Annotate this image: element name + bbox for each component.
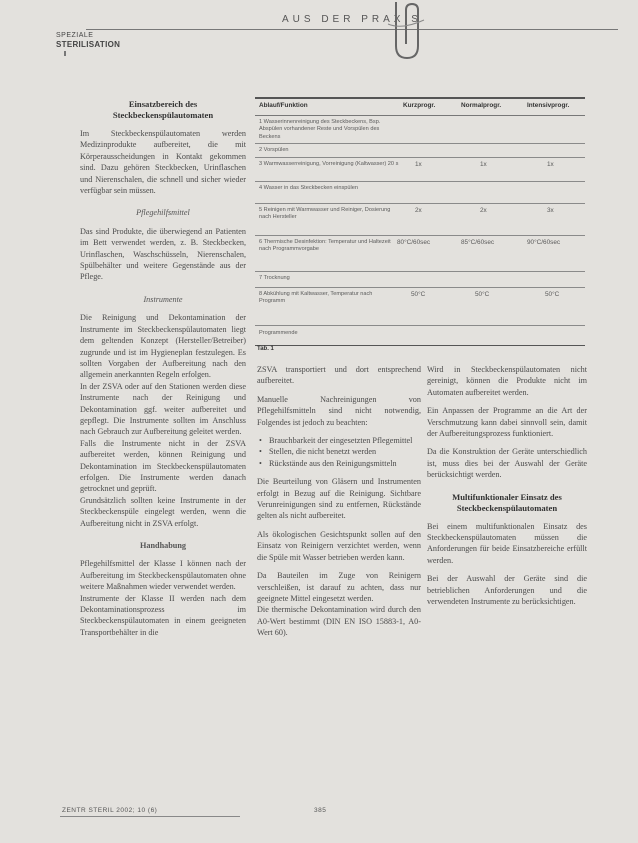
paragraph: Da die Konstruktion der Geräte unterschiedlich ist, muss dies bei der Auswahl der Geräte berücksichtigt werden. [427, 447, 587, 480]
heading-multifunktional: Multifunktionaler Einsatz des Steckbeckenspülautomaten [452, 491, 562, 513]
paragraph: Falls die Instrumente nicht in der ZSVA aufbereitet werden, können Reinigung und Dekontamination im Steckbeckenspülautomaten erfolgen. Die Instrumente werden danach getrocknet und geprüft. [80, 438, 246, 494]
table-cell: 5 Reinigen mit Warmwasser und Reiniger, Dosierung nach Hersteller [259, 207, 391, 221]
table-cell: 1x [547, 161, 554, 168]
running-header: AUS DER PRAXIS [282, 14, 422, 25]
column-left [80, 99, 246, 638]
section-mark [64, 51, 66, 56]
paragraph: Grundsätzlich sollten keine Instrumente in der Steckbeckenspüle eingelegt werden, wenn die Aufbereitung nicht in ZSVA erfolgt. [80, 495, 246, 528]
paragraph: Da Bauteilen im Zuge von Reinigern verschleißen, ist darauf zu achten, dass nur geeignete Mittel eingesetzt werden. [257, 571, 421, 603]
table-cell: 1x [480, 161, 487, 168]
paragraph: Pflegehilfsmittel der Klasse I können nach der Aufbereitung im Steckbeckenspülautomaten ohne weitere Maßnahmen wieder verwendet werden. [80, 559, 246, 592]
section-label-top: SPEZIALE [56, 32, 94, 39]
table-cell: 50°C [545, 291, 560, 298]
table-cell: 8 Abkühlung mit Kaltwasser, Temperatur nach Programm [259, 291, 373, 305]
subheading-pflegehilfsmittel: Pflegehilfsmittel [136, 208, 190, 218]
paperclip-icon [384, 0, 430, 64]
paragraph: Ein Anpassen der Programme an die Art der Verschmutzung kann dabei sinnvoll sein, damit der Aufbereitungsprozess funktioniert. [427, 406, 587, 439]
paragraph: ZSVA transportiert und dort entsprechend aufbereitet. [257, 365, 421, 386]
table-cell: 6 Thermische Desinfektion: Temperatur und Haltezeit nach Programmvorgabe [259, 239, 391, 253]
table-cell: 3x [547, 207, 554, 214]
paragraph: Die Reinigung und Dekontamination der Instrumente im Steckbeckenspülautomaten liegt dem geltenden Konzept (Hersteller/Betreiber) zugrunde und ist im Hygieneplan festzulegen. Es sollten Vorgaben der Aufbereitung nach den allgemein anerkannten Regeln erfolgen. [80, 313, 246, 380]
paragraph: Wird in Steckbeckenspülautomaten nicht gereinigt, können die Produkte nicht im Automaten aufbereitet werden. [427, 365, 587, 397]
table-cell: 7 Trocknung [259, 275, 290, 281]
paragraph: Als ökologischen Gesichtspunkt sollen auf den Einsatz von Reinigern verzichtet werden, wenn die Spüle mit Wasser betrieben werden kann. [257, 529, 421, 562]
table-caption: Tab. 1 [257, 346, 274, 352]
program-table [255, 97, 585, 346]
paragraph: Bei der Auswahl der Geräte sind die betrieblichen Anforderungen und die verwendeten Instrumente zu berücksichtigen. [427, 574, 587, 607]
table-cell: 90°C/60sec [527, 239, 561, 246]
list-item: • Rückstände aus den Reinigungsmitteln [269, 458, 421, 469]
paragraph: Instrumente der Klasse II werden nach dem Dekontaminationsprozess im Steckbeckenspülautomaten in einem geeigneten Transportbehälter in die [80, 593, 246, 637]
table-cell: 1 Wasserinnenreinigung des Steckbeckens, Bsp. Abspülen vorhandener Reste und Vorspülen des Beckens [259, 119, 381, 140]
heading-einsatzbereich: Einsatzbereich des Steckbeckenspülautomaten [112, 99, 214, 120]
paragraph: Manuelle Nachreinigungen von Pflegehilfsmitteln sind nicht notwendig, Folgendes ist jedoch zu beachten: [257, 394, 421, 427]
table-cell: 85°C/60sec [461, 239, 495, 246]
table-header-row [255, 102, 585, 115]
footer-journal: ZENTR STERIL 2002; 10 (6) [62, 807, 158, 814]
section-label-main: STERILISATION [56, 40, 121, 49]
table-cell: 1x [415, 161, 422, 168]
table-header-rule [255, 115, 585, 116]
section-label [56, 31, 120, 49]
footer-rule [60, 816, 240, 817]
paragraph: In der ZSVA oder auf den Stationen werden diese Instrumente nach der Reinigung und Dekontamination ggf. weiter aufbereitet und gepflegt. Die Instrumente sollten im Anschluss nach Gebrauch zur Aufbereitung geleitet werden. [80, 381, 246, 437]
paragraph: Das sind Produkte, die überwiegend an Patienten im Bett verwendet werden, z. B. Steckbecken, Urinflaschen, Waschschüsseln, Nierenschalen, Spülbehälter und weitere Gegenstände aus der Pflege. [80, 226, 246, 282]
page-number: 385 [314, 807, 327, 814]
column-middle [257, 364, 421, 639]
table-header: Intensivprogr. [527, 102, 570, 109]
list-item: • Brauchbarkeit der eingesetzten Pflegemittel [269, 435, 421, 446]
table-cell: 2x [480, 207, 487, 214]
list-item: • Stellen, die nicht benetzt werden [269, 446, 421, 457]
table-header: Normalprogr. [461, 102, 502, 109]
header-rule [86, 29, 618, 30]
subheading-instrumente: Instrumente [143, 294, 183, 304]
table-cell: 2x [415, 207, 422, 214]
table-cell: 4 Wasser in das Steckbecken einspülen [259, 185, 358, 191]
paragraph: Im Steckbeckenspülautomaten werden Medizinprodukte aufbereitet, die mit Körperausscheidungen in Kontakt gekommen sind. Dazu gehören Steckbecken, Urinflaschen und Nierenschalen, die schnell und sicher wieder verfügbar sein müssen. [80, 129, 246, 196]
paragraph: Die thermische Dekontamination wird durch den A0-Wert bestimmt (DIN EN ISO 15883-1, A0-Wert 60). [257, 605, 421, 638]
bullet-list [257, 435, 421, 469]
paragraph: Die Beurteilung von Gläsern und Instrumenten erfolgt in Bezug auf die Reinigung. Sichtbare Verunreinigungen sind zu entfernen, Rückstände gelten als nicht aufbereitet. [257, 477, 421, 521]
table-cell: 2 Vorspülen [259, 147, 289, 153]
table-cell: 80°C/60sec [397, 239, 431, 246]
table-cell: 3 Warmwasserreinigung, Vorreinigung (Kaltwasser) 20 s [259, 161, 399, 167]
paragraph: Bei einem multifunktionalen Einsatz des Steckbeckenspülautomaten müssen die Anforderungen für beide Einsatzbereiche erfüllt werden. [427, 521, 587, 565]
subheading-handhabung: Handhabung [140, 541, 186, 550]
table-cell: 50°C [411, 291, 426, 298]
table-cell: Programmende [259, 330, 298, 336]
table-header: Kurzprogr. [403, 102, 436, 109]
table-cell: 50°C [475, 291, 490, 298]
table-header: Ablauf/Funktion [259, 102, 308, 109]
column-right [427, 364, 587, 608]
